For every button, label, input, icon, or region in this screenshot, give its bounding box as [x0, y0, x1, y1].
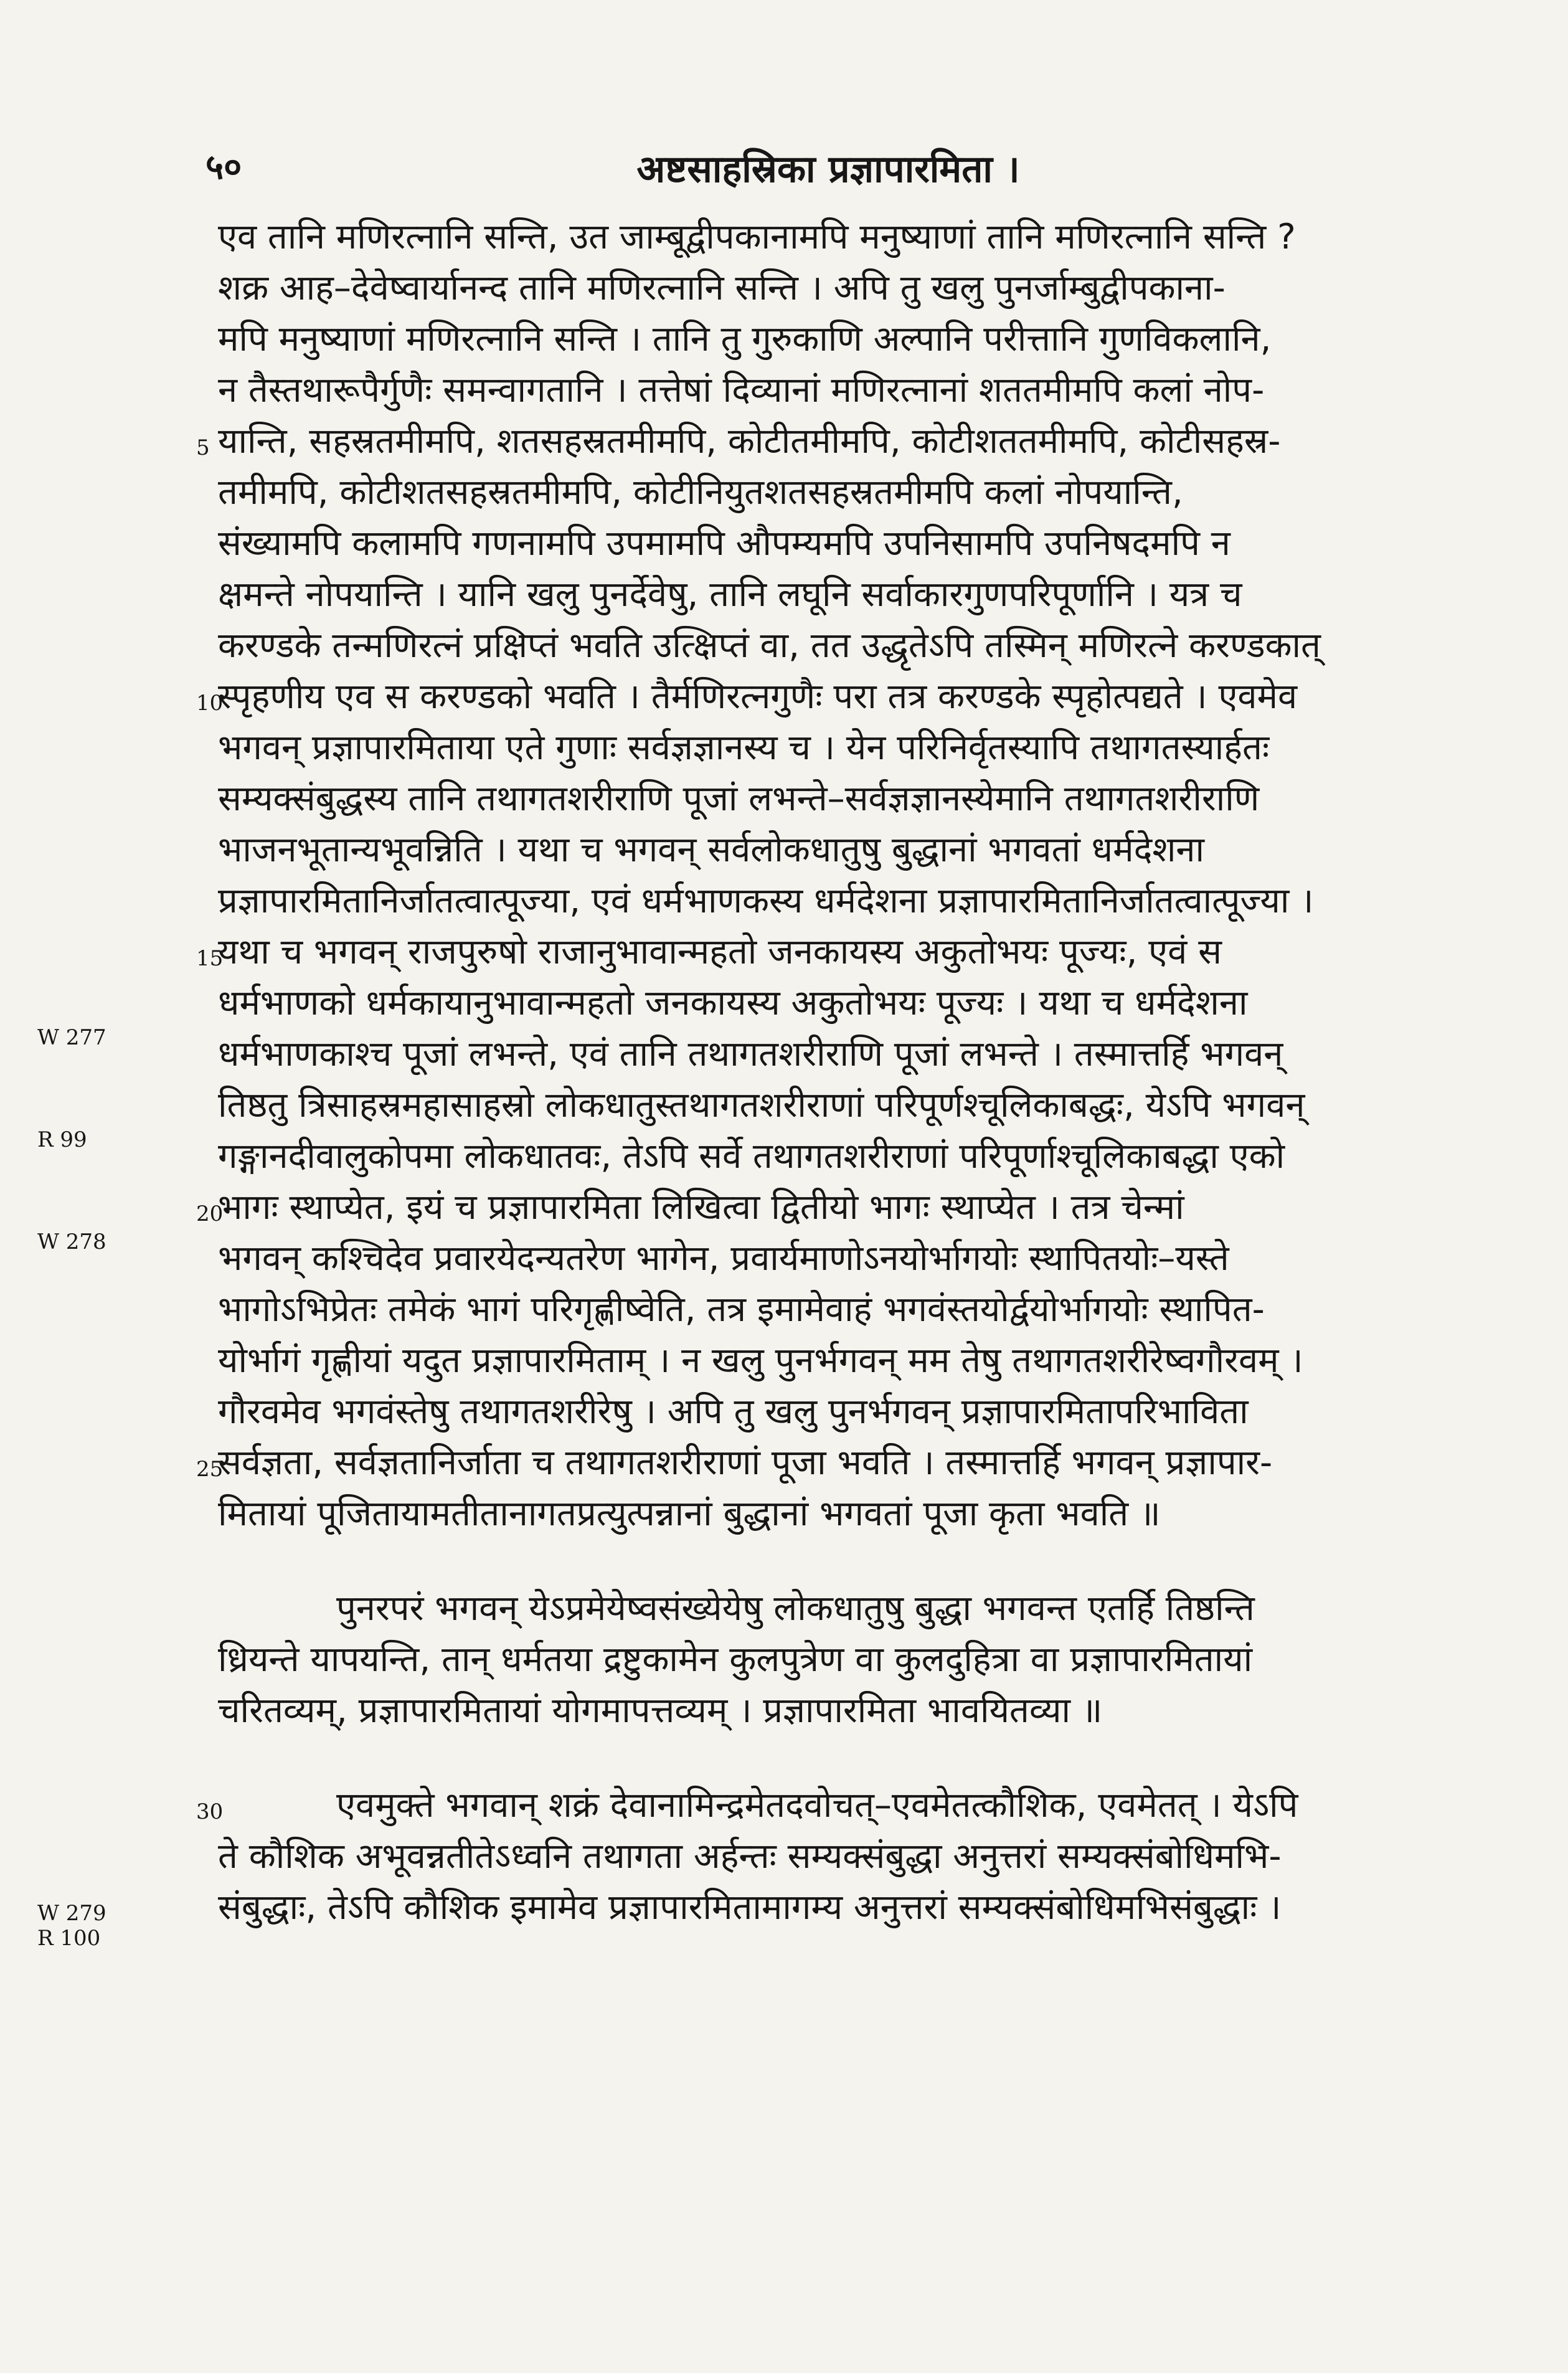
text-line: [218, 1882, 1457, 1933]
line-text: गङ्गानदीवालुकोपमा लोकधातवः, तेऽपि सर्वे तथागतशरीराणां परिपूर्णाश्चूलिकाबद्धा एको: [218, 1136, 1285, 1177]
line-text: करण्डके तन्मणिरत्नं प्रक्षिप्तं भवति उत्क्षिप्तं वा, तत उद्धृतेऽपि तस्मिन् मणिरत्ने करण्डकात्: [218, 625, 1321, 666]
text-line: [218, 212, 1457, 263]
text-line: [218, 1489, 1457, 1540]
line-text: यथा च भगवन् राजपुरुषो राजानुभावान्महतो जनकायस्य अकुतोभयः पूज्यः, एवं स: [218, 932, 1222, 972]
line-number: 25: [196, 1457, 224, 1482]
text-line: [218, 365, 1457, 416]
line-text: तमीमपि, कोटीशतसहस्रतमीमपि, कोटीनियुतशतसहस्रतमीमपि कलां नोपयान्ति,: [218, 472, 1183, 513]
line-text: संबुद्धाः, तेऽपि कौशिक इमामेव प्रज्ञापारमितामागम्य अनुत्तरां सम्यक्संबोधिमभिसंबुद्धाः ।: [218, 1887, 1282, 1928]
line-text: गौरवमेव भगवंस्तेषु तथागतशरीरेषु । अपि तु खलु पुनर्भगवन् प्रज्ञापारमितापरिभाविता: [218, 1391, 1249, 1432]
line-text: भगवन् कश्चिदेव प्रवारयेदन्यतरेण भागेन, प्रवार्यमाणोऽनयोर्भागयोः स्थापितयोः–यस्ते: [218, 1238, 1229, 1279]
text-line: [196, 1182, 1457, 1233]
text-line: [218, 876, 1457, 927]
line-text: ध्रियन्ते यापयन्ति, तान् धर्मतया द्रष्टुकामेन कुलपुत्रेण वा कुलदुहित्रा वा प्रज्ञापारमितायां: [218, 1639, 1253, 1680]
text-line: [218, 978, 1457, 1029]
line-number: 5: [196, 435, 210, 460]
text-line: [218, 774, 1457, 825]
text-line: [218, 1131, 1457, 1182]
text-line: [218, 620, 1457, 671]
line-text: शक्र आह–देवेष्वार्यानन्द तानि मणिरत्नानि सन्ति । अपि तु खलु पुनर्जाम्बुद्वीपकाना-: [218, 268, 1226, 308]
text-line: [196, 671, 1457, 722]
line-text: न तैस्तथारूपैर्गुणैः समन्वागतानि । तत्तेषां दिव्यानां मणिरत्नानां शततमीमपि कलां नोप-: [218, 370, 1265, 410]
line-text: भागोऽभिप्रेतः तमेकं भागं परिगृह्णीष्वेति, तत्र इमामेवाहं भगवंस्तयोर्द्वयोर्भागयोः स्थापित-: [218, 1289, 1265, 1330]
margin-ref-w279: W 279: [37, 1901, 106, 1926]
line-text: सर्वज्ञता, सर्वज्ञतानिर्जाता च तथागतशरीराणां पूजा भवति । तस्मात्तर्हि भगवन् प्रज्ञापार-: [218, 1442, 1273, 1483]
text-line: [218, 1284, 1457, 1335]
text-line: [218, 1335, 1457, 1386]
line-text: पुनरपरं भगवन् येऽप्रमेयेष्वसंख्येयेषु लोकधातुषु बुद्धा भगवन्त एतर्हि तिष्ठन्ति: [336, 1588, 1255, 1629]
margin-ref-w277: W 277: [37, 1025, 106, 1050]
line-text: स्पृहणीय एव स करण्डको भवति । तैर्मणिरत्नगुणैः परा तत्र करण्डके स्पृहोत्पद्यते । एवमेव: [218, 676, 1298, 717]
text-line: [218, 825, 1457, 876]
line-number: 30: [196, 1799, 224, 1824]
line-text: सम्यक्संबुद्धस्य तानि तथागतशरीराणि पूजां लभन्ते–सर्वज्ञज्ञानस्येमानि तथागतशरीराणि: [218, 779, 1260, 819]
line-text: ते कौशिक अभूवन्नतीतेऽध्वनि तथागता अर्हन्तः सम्यक्संबुद्धा अनुत्तरां सम्यक्संबोधिमभि-: [218, 1836, 1282, 1877]
text-line: [218, 1080, 1457, 1131]
margin-ref-r100: R 100: [37, 1926, 101, 1951]
line-text: एव तानि मणिरत्नानि सन्ति, उत जाम्बूद्वीपकानामपि मनुष्याणां तानि मणिरत्नानि सन्ति ?: [218, 217, 1296, 257]
line-text: चरितव्यम्, प्रज्ञापारमितायां योगमापत्तव्यम् । प्रज्ञापारमिता भावयितव्या ॥: [218, 1690, 1103, 1731]
text-line: [218, 569, 1457, 620]
body-text: [196, 212, 1457, 1933]
text-line: [218, 1029, 1457, 1080]
text-line: [218, 1685, 1457, 1736]
line-text: एवमुक्ते भगवान् शक्रं देवानामिन्द्रमेतदवोचत्–एवमेतत्कौशिक, एवमेतत् । येऽपि: [336, 1785, 1298, 1826]
text-line: [218, 314, 1457, 365]
margin-ref-w278: W 278: [37, 1229, 106, 1254]
line-number: 20: [196, 1201, 224, 1226]
text-line: [218, 467, 1457, 518]
page-header: [205, 142, 1451, 198]
text-line: [196, 416, 1457, 467]
line-text: भागः स्थाप्येत, इयं च प्रज्ञापारमिता लिखित्वा द्वितीयो भागः स्थाप्येत । तत्र चेन्मां: [218, 1187, 1184, 1228]
text-line: [196, 927, 1457, 978]
text-line: [196, 1438, 1457, 1489]
line-text: धर्मभाणकाश्च पूजां लभन्ते, एवं तानि तथागतशरीराणि पूजां लभन्ते । तस्मात्तर्हि भगवन्: [218, 1034, 1283, 1074]
line-text: यान्ति, सहस्रतमीमपि, शतसहस्रतमीमपि, कोटीतमीमपि, कोटीशततमीमपि, कोटीसहस्र-: [218, 421, 1281, 462]
line-text: भगवन् प्रज्ञापारमिताया एते गुणाः सर्वज्ञज्ञानस्य च । येन परिनिर्वृतस्यापि तथागतस्यार्हतः: [218, 727, 1270, 768]
text-line: [218, 1386, 1457, 1438]
line-text: भाजनभूतान्यभूवन्निति । यथा च भगवन् सर्वलोकधातुषु बुद्धानां भगवतां धर्मदेशना: [218, 830, 1205, 870]
text-line: [218, 1634, 1457, 1685]
line-text: मितायां पूजितायामतीतानागतप्रत्युत्पन्नानां बुद्धानां भगवतां पूजा कृता भवति ॥: [218, 1494, 1161, 1534]
text-line: [218, 263, 1457, 314]
text-line: [218, 1583, 1457, 1634]
line-text: क्षमन्ते नोपयान्ति । यानि खलु पुनर्देवेषु, तानि लघूनि सर्वाकारगुणपरिपूर्णानि । यत्र च: [218, 574, 1242, 615]
line-text: मपि मनुष्याणां मणिरत्नानि सन्ति । तानि तु गुरुकाणि अल्पानि परीत्तानि गुणविकलानि,: [218, 319, 1272, 359]
margin-ref-r99: R 99: [37, 1127, 87, 1152]
text-line: [218, 722, 1457, 774]
running-title: अष्टसाहस्रिका प्रज्ञापारमिता ।: [636, 148, 1020, 191]
text-line: [218, 518, 1457, 569]
line-text: प्रज्ञापारमितानिर्जातत्वात्पूज्या, एवं धर्मभाणकस्य धर्मदेशना प्रज्ञापारमितानिर्जातत्वात्पूज्या ।: [218, 881, 1314, 921]
text-line: [218, 1831, 1457, 1882]
text-line: [218, 1233, 1457, 1284]
line-text: योर्भागं गृह्णीयां यदुत प्रज्ञापारमिताम् । न खलु पुनर्भगवन् मम तेषु तथागतशरीरेष्वगौरवम् ।: [218, 1340, 1303, 1381]
page-number: ५०: [205, 147, 242, 187]
line-text: धर्मभाणको धर्मकायानुभावान्महतो जनकायस्य अकुतोभयः पूज्यः । यथा च धर्मदेशना: [218, 983, 1248, 1023]
line-text: तिष्ठतु त्रिसाहस्रमहासाहस्रो लोकधातुस्तथागतशरीराणां परिपूर्णश्चूलिकाबद्धः, येऽपि भगवन्: [218, 1085, 1305, 1125]
text-line: [196, 1780, 1457, 1831]
line-text: संख्यामपि कलामपि गणनामपि उपमामपि औपम्यमपि उपनिसामपि उपनिषदमपि न: [218, 523, 1230, 564]
line-number: 10: [196, 691, 224, 716]
line-number: 15: [196, 946, 224, 971]
